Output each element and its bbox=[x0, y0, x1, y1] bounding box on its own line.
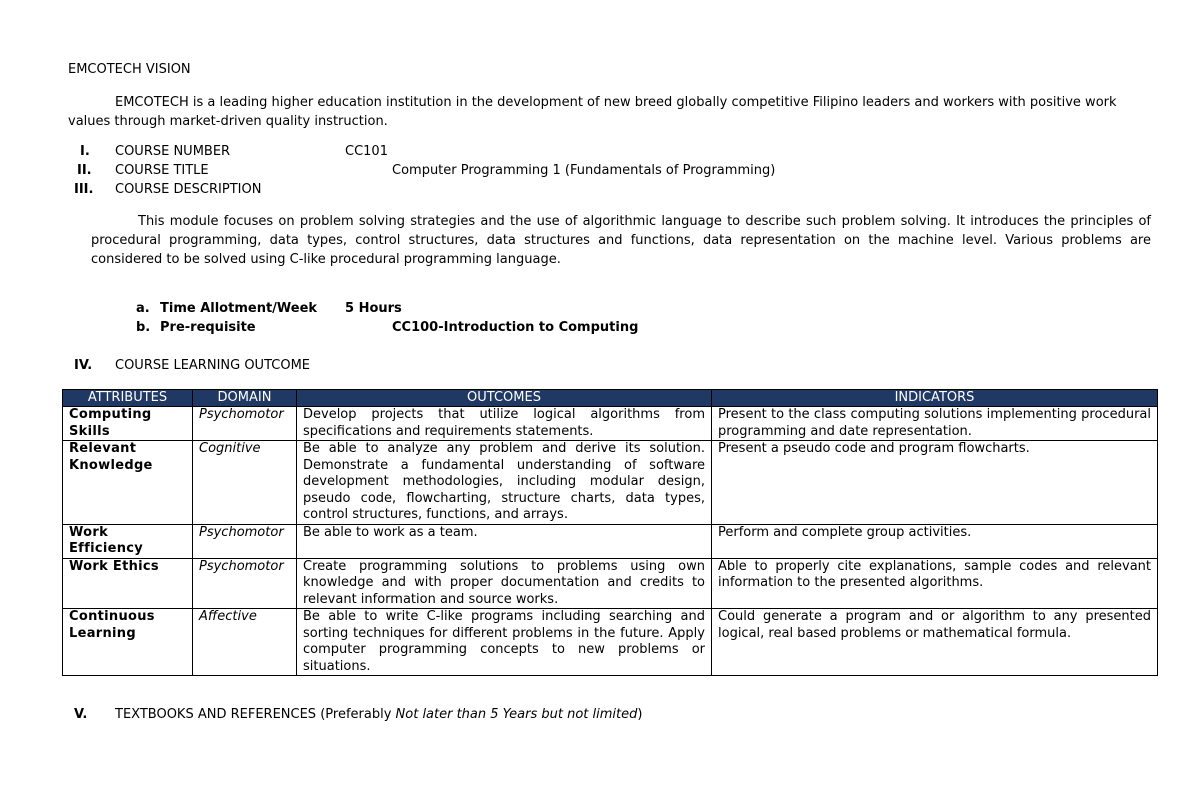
time-allotment-label: Time Allotment/Week bbox=[160, 301, 318, 316]
table-row bbox=[63, 524, 1158, 558]
textbooks-note-close: ) bbox=[637, 707, 643, 722]
domain-cell: Psychomotor bbox=[193, 524, 297, 558]
table-row bbox=[63, 609, 1158, 676]
outcome-cell: Be able to write C-like programs including searching and sorting techniques for different problems in the future. Apply computer programming concepts to new problems or situations. bbox=[297, 609, 712, 676]
table-header-row bbox=[63, 390, 1158, 407]
indicator-cell: Perform and complete group activities. bbox=[712, 524, 1158, 558]
section-num: III. bbox=[74, 182, 94, 197]
outcome-cell: Be able to analyze any problem and derive its solution. Demonstrate a fundamental understanding of software development methodologies, including modular design, pseudo code, flowcharting, structure charts, data types, control structures, functions, and arrays. bbox=[297, 441, 712, 525]
textbooks-note: Not later than 5 Years but not limited bbox=[395, 707, 638, 722]
sub-letter: a. bbox=[136, 301, 150, 316]
course-number-label: COURSE NUMBER bbox=[115, 144, 231, 159]
textbooks-label: TEXTBOOKS AND REFERENCES bbox=[115, 707, 317, 722]
header-indicators: INDICATORS bbox=[712, 390, 1158, 407]
domain-cell: Psychomotor bbox=[193, 407, 297, 441]
course-description: This module focuses on problem solving strategies and the use of algorithmic language to describe such problem solving. It introduces the principles of procedural programming, data types, control structures, data structures and functions, data representation on the machine level. Various problems are considered to be solved using C-like procedural programming language. bbox=[91, 214, 1151, 267]
indicator-cell: Present to the class computing solutions implementing procedural programming and date representation. bbox=[712, 407, 1158, 441]
textbooks-heading bbox=[115, 707, 642, 722]
outcome-cell: Create programming solutions to problems using own knowledge and with proper documentation and credits to relevant information and source works. bbox=[297, 558, 712, 609]
table-row bbox=[63, 441, 1158, 525]
section-num: II. bbox=[77, 163, 92, 178]
domain-cell: Cognitive bbox=[193, 441, 297, 525]
learning-outcomes-table bbox=[62, 389, 1158, 676]
section-num: IV. bbox=[74, 358, 93, 373]
vision-text: EMCOTECH is a leading higher education institution in the development of new breed globally competitive Filipino leaders and workers with positive work values through market-driven quality instruction. bbox=[68, 95, 1117, 129]
header-domain: DOMAIN bbox=[193, 390, 297, 407]
domain-cell: Psychomotor bbox=[193, 558, 297, 609]
time-allotment-value: 5 Hours bbox=[345, 301, 402, 316]
vision-heading: EMCOTECH VISION bbox=[68, 62, 191, 77]
course-description-label: COURSE DESCRIPTION bbox=[115, 182, 262, 197]
indicator-cell: Able to properly cite explanations, sample codes and relevant information to the presented algorithms. bbox=[712, 558, 1158, 609]
course-title-value: Computer Programming 1 (Fundamentals of Programming) bbox=[392, 163, 776, 178]
header-outcomes: OUTCOMES bbox=[297, 390, 712, 407]
course-number-value: CC101 bbox=[345, 144, 388, 159]
course-title-label: COURSE TITLE bbox=[115, 163, 209, 178]
domain-cell: Affective bbox=[193, 609, 297, 676]
attribute-cell: Relevant Knowledge bbox=[63, 441, 193, 525]
attribute-cell: Computing Skills bbox=[63, 407, 193, 441]
attribute-cell: Work Efficiency bbox=[63, 524, 193, 558]
prerequisite-label: Pre-requisite bbox=[160, 320, 256, 335]
attribute-cell: Work Ethics bbox=[63, 558, 193, 609]
sub-letter: b. bbox=[136, 320, 151, 335]
outcome-section-label: COURSE LEARNING OUTCOME bbox=[115, 358, 310, 373]
outcome-cell: Be able to work as a team. bbox=[297, 524, 712, 558]
section-num: I. bbox=[80, 144, 90, 159]
table-row bbox=[63, 558, 1158, 609]
outcome-cell: Develop projects that utilize logical algorithms from specifications and requirements statements. bbox=[297, 407, 712, 441]
table-row bbox=[63, 407, 1158, 441]
textbooks-note-open: (Preferably bbox=[320, 707, 396, 722]
prerequisite-value: CC100-Introduction to Computing bbox=[392, 320, 639, 335]
indicator-cell: Could generate a program and or algorithm to any presented logical, real based problems or mathematical formula. bbox=[712, 609, 1158, 676]
header-attributes: ATTRIBUTES bbox=[63, 390, 193, 407]
attribute-cell: Continuous Learning bbox=[63, 609, 193, 676]
indicator-cell: Present a pseudo code and program flowcharts. bbox=[712, 441, 1158, 525]
section-num: V. bbox=[74, 707, 88, 722]
